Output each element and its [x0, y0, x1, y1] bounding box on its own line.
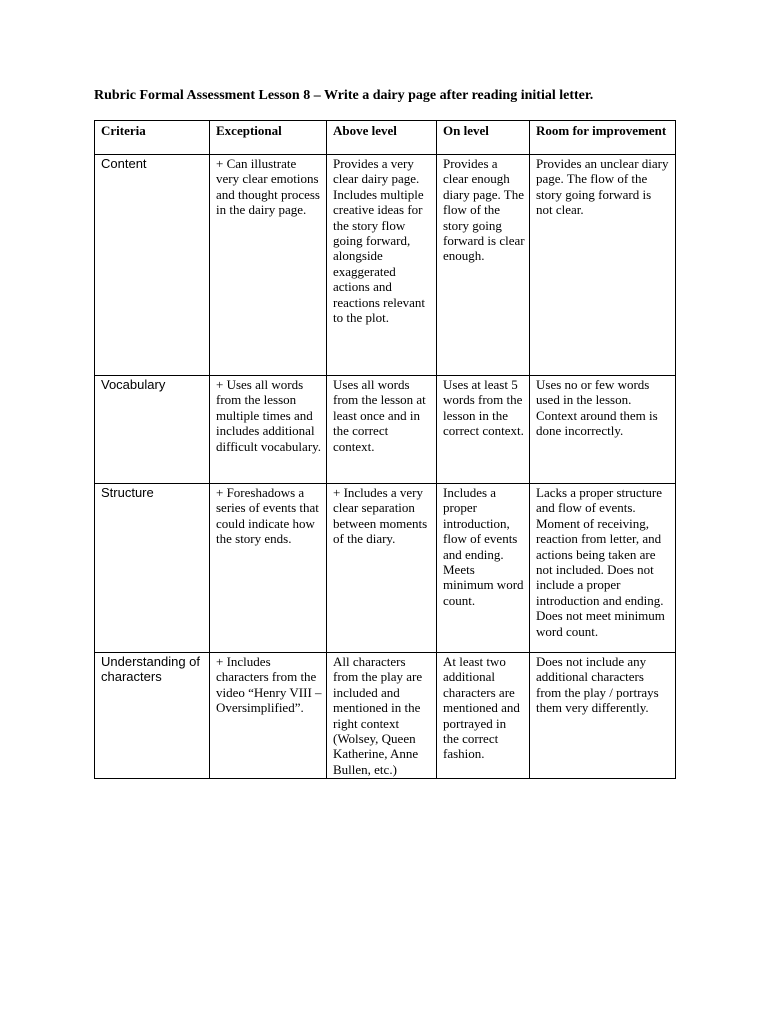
room-for-improvement-cell: Does not include any additional characters from the play / portrays them very differently.	[530, 653, 676, 779]
header-room-for-improvement: Room for improvement	[530, 121, 676, 155]
header-above-level: Above level	[327, 121, 437, 155]
page-title: Rubric Formal Assessment Lesson 8 – Write a dairy page after reading initial letter.	[94, 88, 594, 103]
exceptional-cell: + Uses all words from the lesson multiple times and includes additional difficult vocabulary.	[210, 376, 327, 484]
rubric-table	[94, 120, 676, 779]
table-row	[95, 155, 676, 376]
exceptional-cell: + Can illustrate very clear emotions and thought process in the dairy page.	[210, 155, 327, 376]
room-for-improvement-cell: Uses no or few words used in the lesson. Context around them is done incorrectly.	[530, 376, 676, 484]
header-criteria: Criteria	[95, 121, 210, 155]
header-on-level: On level	[437, 121, 530, 155]
table-header-row	[95, 121, 676, 155]
criterion-cell: Content	[95, 155, 210, 376]
exceptional-cell: + Foreshadows a series of events that could indicate how the story ends.	[210, 484, 327, 653]
above-level-cell: Provides a very clear dairy page. Includes multiple creative ideas for the story flow going forward, alongside exaggerated actions and reactions relevant to the plot.	[327, 155, 437, 376]
on-level-cell: Provides a clear enough diary page. The flow of the story going forward is clear enough.	[437, 155, 530, 376]
criterion-cell: Structure	[95, 484, 210, 653]
table-row	[95, 484, 676, 653]
table-row	[95, 376, 676, 484]
header-exceptional: Exceptional	[210, 121, 327, 155]
room-for-improvement-cell: Lacks a proper structure and flow of events. Moment of receiving, reaction from letter, and actions being taken are not included. Does not include a proper introduction and ending. Does not meet minimum word count.	[530, 484, 676, 653]
table-row	[95, 653, 676, 779]
exceptional-cell: + Includes characters from the video “Henry VIII – Oversimplified”.	[210, 653, 327, 779]
criterion-cell: Vocabulary	[95, 376, 210, 484]
on-level-cell: Uses at least 5 words from the lesson in the correct context.	[437, 376, 530, 484]
on-level-cell: Includes a proper introduction, flow of events and ending. Meets minimum word count.	[437, 484, 530, 653]
above-level-cell: All characters from the play are included and mentioned in the right context (Wolsey, Queen Katherine, Anne Bullen, etc.)	[327, 653, 437, 779]
criterion-cell: Understanding of characters	[95, 653, 210, 779]
on-level-cell: At least two additional characters are mentioned and portrayed in the correct fashion.	[437, 653, 530, 779]
above-level-cell: + Includes a very clear separation between moments of the diary.	[327, 484, 437, 653]
above-level-cell: Uses all words from the lesson at least once and in the correct context.	[327, 376, 437, 484]
room-for-improvement-cell: Provides an unclear diary page. The flow of the story going forward is not clear.	[530, 155, 676, 376]
